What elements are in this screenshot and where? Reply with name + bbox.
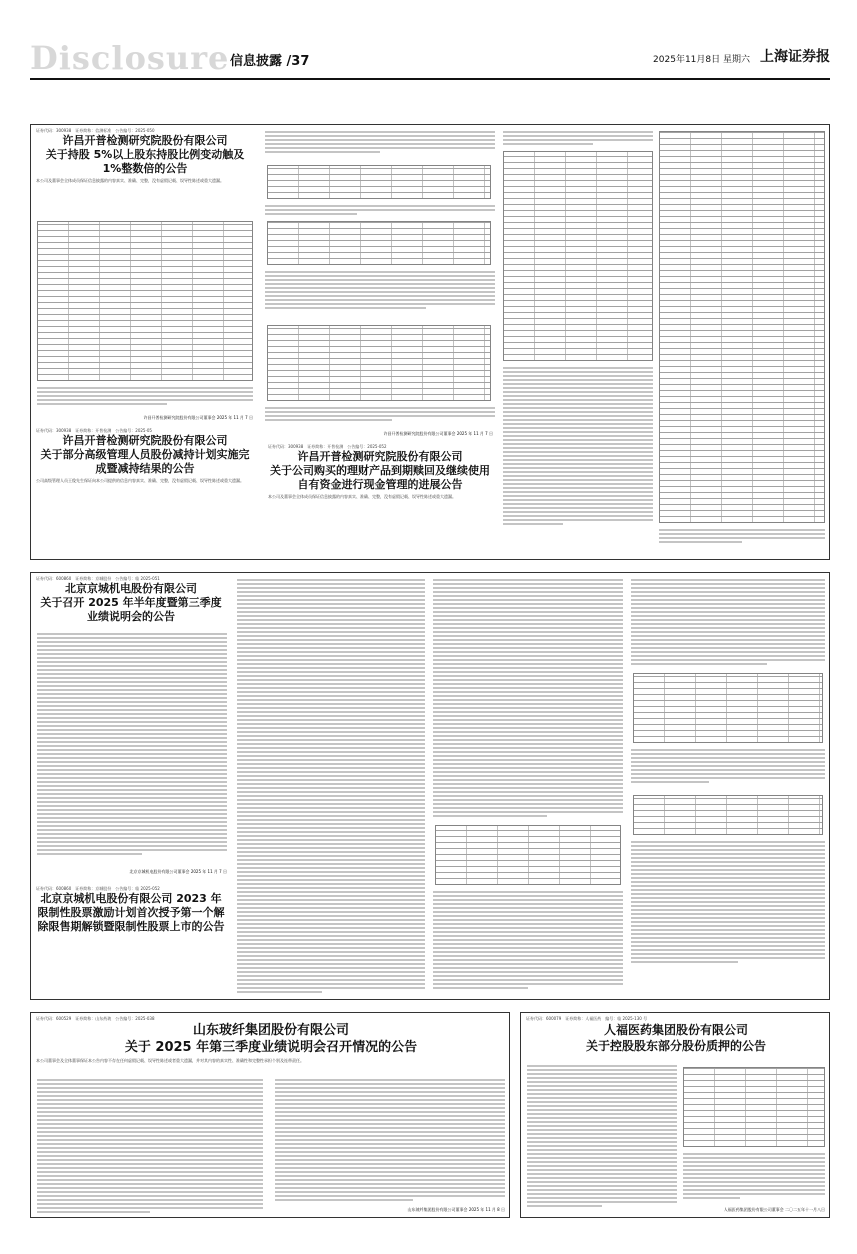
pledge-table [683, 1067, 825, 1147]
company-name: 人福医药集团股份有限公司 [603, 1023, 748, 1037]
stock-code-line: 证券代码：600860 证券简称：京城股份 公告编号：临 2025-052 [36, 886, 160, 891]
wealth-product-table-continued [659, 131, 825, 523]
signature: 山东玻纤集团股份有限公司董事会 2025 年 11 月 8 日 [407, 1207, 505, 1212]
stock-code-line: 证券代码：300938 证券简称：开普检测 公告编号：2025-05 [36, 428, 152, 433]
header-rule [30, 78, 830, 80]
signature: 许昌开普检测研究院股份有限公司董事会 2025 年 11 月 7 日 [383, 431, 493, 436]
issue-date: 2025年11月8日 星期六 [653, 55, 750, 65]
company-name: 许昌开普检测研究院股份有限公司 [62, 134, 228, 147]
announcement-shandong-glass-fiber [31, 1013, 510, 1068]
brand-wordmark: Disclosure [30, 39, 230, 77]
body-text [433, 579, 623, 819]
announcement-block-2 [30, 572, 830, 1000]
data-table [267, 325, 491, 401]
body-text [683, 1153, 825, 1203]
body-text [265, 271, 495, 319]
masthead [30, 40, 830, 76]
data-table [267, 165, 491, 199]
body-text [37, 387, 253, 413]
body-text [237, 579, 425, 995]
body-text [265, 407, 495, 427]
unlock-table [435, 825, 621, 885]
announcement-headline: 关于召开 2025 年半年度暨第三季度业绩说明会的公告 [40, 596, 222, 623]
announcement-kaipu-wealth-management [263, 441, 497, 504]
announcement-headline: 关于部分高级管理人员股份减持计划实施完成暨减持结果的公告 [40, 448, 250, 475]
company-name: 许昌开普检测研究院股份有限公司 [297, 450, 463, 463]
announcement-headline: 关于控股股东部分股份质押的公告 [585, 1039, 766, 1053]
company-name: 北京京城机电股份有限公司 [65, 582, 197, 595]
body-text [37, 1079, 263, 1215]
announcement-jingcheng-results [31, 573, 231, 627]
company-name: 北京京城机电股份有限公司 2023 年 [40, 892, 222, 905]
stock-code-line: 证券代码：600529 证券简称：山东药玻 公告编号：2025-038 [36, 1016, 155, 1021]
body-text [503, 367, 653, 557]
section-title: 信息披露 /37 [230, 54, 310, 69]
data-table [267, 221, 491, 265]
body-text [275, 1079, 505, 1205]
announcement-headline: 关于 2025 年第三季度业绩说明会召开情况的公告 [124, 1040, 418, 1055]
announcement-humanwell-pledge [521, 1013, 830, 1057]
signature: 许昌开普检测研究院股份有限公司董事会 2025 年 11 月 7 日 [143, 415, 253, 420]
body-text [503, 131, 653, 147]
company-name: 山东玻纤集团股份有限公司 [192, 1023, 349, 1038]
body-text [631, 749, 825, 789]
board-statement: 本公司董事会及全体董事保证本公告内容不存在任何虚假记载、误导性陈述或者重大遗漏，并对其内容的真实性、准确性和完整性承担个别及连带责任。 [36, 1058, 304, 1063]
board-statement: 本公司及董事会全体成员保证信息披露的内容真实、准确、完整，没有虚假记载、误导性陈述或重大遗漏。 [268, 494, 456, 499]
announcement-kaipu-reduction [31, 425, 259, 488]
announcement-jingcheng-restricted-stock [31, 883, 231, 937]
stock-code-line: 证券代码：300938 证券简称：信测标准 公告编号：2025-050 [36, 128, 155, 133]
body-text [265, 131, 495, 159]
body-text [631, 579, 825, 669]
body-text [631, 841, 825, 971]
shareholding-table [37, 221, 253, 381]
body-text [265, 205, 495, 217]
announcement-kaipu-shareholding [31, 125, 259, 188]
stock-code-line: 证券代码：600079 证券简称：人福医药 编号：临 2025-130 号 [526, 1016, 648, 1021]
body-text [659, 529, 825, 549]
paper-name: 上海证券报 [760, 49, 830, 65]
announcement-block-1 [30, 124, 830, 560]
board-statement: 公司高级管理人员王俊先生保证向本公司提供的信息内容真实、准确、完整，没有虚假记载、误导性陈述或重大遗漏。 [36, 478, 244, 483]
announcement-block-3 [30, 1012, 510, 1218]
board-statement: 本公司及董事会全体成员保证信息披露的内容真实、准确、完整，没有虚假记载、误导性陈述或重大遗漏。 [36, 178, 224, 183]
announcement-headline: 限制性股票激励计划首次授予第一个解除限售期解锁暨限制性股票上市的公告 [37, 906, 225, 933]
stock-code-line: 证券代码：600860 证券简称：京城股份 公告编号：临 2025-051 [36, 576, 160, 581]
share-structure-table [633, 795, 823, 835]
body-text [37, 633, 227, 863]
announcement-headline: 关于公司购买的理财产品到期赎回及继续使用自有资金进行现金管理的进展公告 [270, 464, 490, 491]
wealth-product-table [503, 151, 653, 361]
body-text [433, 891, 623, 991]
announcement-headline: 关于持股 5%以上股东持股比例变动触及 1%整数倍的公告 [45, 148, 245, 175]
body-text [527, 1065, 677, 1215]
company-name: 许昌开普检测研究院股份有限公司 [62, 434, 228, 447]
shareholder-table [633, 673, 823, 743]
announcement-block-4 [520, 1012, 830, 1218]
signature: 北京京城机电股份有限公司董事会 2025 年 11 月 7 日 [129, 869, 227, 874]
stock-code-line: 证券代码：300938 证券简称：开普检测 公告编号：2025-052 [268, 444, 387, 449]
signature: 人福医药集团股份有限公司董事会 二〇二五年十一月八日 [723, 1207, 825, 1212]
